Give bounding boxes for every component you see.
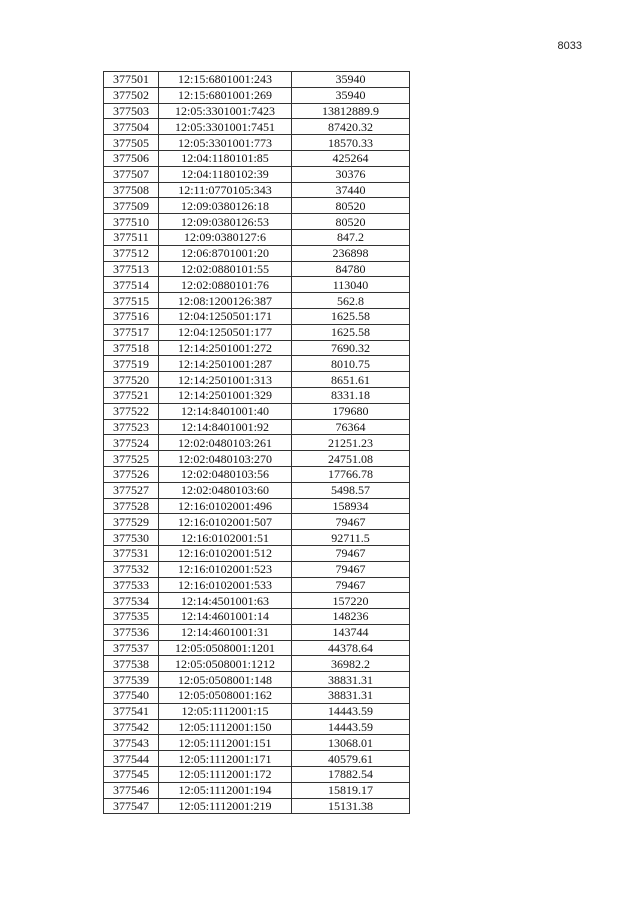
table-row: [104, 245, 410, 261]
table-row: [104, 403, 410, 419]
table-row: [104, 419, 410, 435]
value-cell: 17766.78: [292, 466, 410, 482]
row-id-cell: 377507: [104, 166, 159, 182]
cadastral-number-cell: 12:05:1112001:194: [159, 782, 292, 798]
value-cell: 84780: [292, 261, 410, 277]
cadastral-number-cell: 12:14:8401001:40: [159, 403, 292, 419]
table-row: [104, 198, 410, 214]
row-id-cell: 377511: [104, 229, 159, 245]
value-cell: 38831.31: [292, 688, 410, 704]
value-cell: 13068.01: [292, 735, 410, 751]
table-row: [104, 119, 410, 135]
cadastral-number-cell: 12:05:3301001:7451: [159, 119, 292, 135]
value-cell: 87420.32: [292, 119, 410, 135]
row-id-cell: 377510: [104, 214, 159, 230]
value-cell: 157220: [292, 593, 410, 609]
table-row: [104, 150, 410, 166]
row-id-cell: 377527: [104, 482, 159, 498]
cadastral-number-cell: 12:06:8701001:20: [159, 245, 292, 261]
cadastral-number-cell: 12:05:1112001:151: [159, 735, 292, 751]
row-id-cell: 377533: [104, 577, 159, 593]
value-cell: 44378.64: [292, 640, 410, 656]
cadastral-number-cell: 12:05:1112001:219: [159, 798, 292, 814]
row-id-cell: 377540: [104, 688, 159, 704]
value-cell: 35940: [292, 87, 410, 103]
cadastral-number-cell: 12:14:8401001:92: [159, 419, 292, 435]
table-row: [104, 277, 410, 293]
table-row: [104, 782, 410, 798]
row-id-cell: 377506: [104, 150, 159, 166]
cadastral-number-cell: 12:09:0380126:53: [159, 214, 292, 230]
table-row: [104, 103, 410, 119]
row-id-cell: 377518: [104, 340, 159, 356]
value-cell: 79467: [292, 561, 410, 577]
row-id-cell: 377532: [104, 561, 159, 577]
value-cell: 143744: [292, 624, 410, 640]
table-row: [104, 293, 410, 309]
cadastral-number-cell: 12:15:6801001:243: [159, 72, 292, 88]
value-cell: 425264: [292, 150, 410, 166]
value-cell: 14443.59: [292, 703, 410, 719]
table-row: [104, 688, 410, 704]
row-id-cell: 377521: [104, 387, 159, 403]
table-row: [104, 561, 410, 577]
value-cell: 13812889.9: [292, 103, 410, 119]
value-cell: 5498.57: [292, 482, 410, 498]
row-id-cell: 377513: [104, 261, 159, 277]
value-cell: 15819.17: [292, 782, 410, 798]
value-cell: 1625.58: [292, 308, 410, 324]
table-row: [104, 656, 410, 672]
table-row: [104, 135, 410, 151]
value-cell: 76364: [292, 419, 410, 435]
table-row: [104, 672, 410, 688]
cadastral-number-cell: 12:16:0102001:507: [159, 514, 292, 530]
value-cell: 36982.2: [292, 656, 410, 672]
cadastral-number-cell: 12:05:1112001:15: [159, 703, 292, 719]
row-id-cell: 377504: [104, 119, 159, 135]
cadastral-number-cell: 12:02:0880101:76: [159, 277, 292, 293]
table-row: [104, 466, 410, 482]
row-id-cell: 377535: [104, 609, 159, 625]
table-row: [104, 72, 410, 88]
table-body: [104, 72, 410, 814]
cadastral-number-cell: 12:14:2501001:287: [159, 356, 292, 372]
cadastral-number-cell: 12:04:1180101:85: [159, 150, 292, 166]
row-id-cell: 377502: [104, 87, 159, 103]
value-cell: 21251.23: [292, 435, 410, 451]
cadastral-number-cell: 12:05:0508001:162: [159, 688, 292, 704]
value-cell: 1625.58: [292, 324, 410, 340]
row-id-cell: 377512: [104, 245, 159, 261]
row-id-cell: 377542: [104, 719, 159, 735]
cadastral-number-cell: 12:05:3301001:773: [159, 135, 292, 151]
value-cell: 18570.33: [292, 135, 410, 151]
value-cell: 80520: [292, 198, 410, 214]
value-cell: 38831.31: [292, 672, 410, 688]
value-cell: 79467: [292, 514, 410, 530]
cadastral-number-cell: 12:09:0380127:6: [159, 229, 292, 245]
cadastral-number-cell: 12:02:0480103:56: [159, 466, 292, 482]
table-row: [104, 372, 410, 388]
value-cell: 79467: [292, 545, 410, 561]
value-cell: 562.8: [292, 293, 410, 309]
row-id-cell: 377544: [104, 751, 159, 767]
table-row: [104, 166, 410, 182]
table-row: [104, 703, 410, 719]
row-id-cell: 377505: [104, 135, 159, 151]
table-row: [104, 545, 410, 561]
cadastral-number-cell: 12:16:0102001:523: [159, 561, 292, 577]
table-row: [104, 214, 410, 230]
cadastral-number-cell: 12:16:0102001:51: [159, 530, 292, 546]
cadastral-number-cell: 12:05:0508001:148: [159, 672, 292, 688]
row-id-cell: 377546: [104, 782, 159, 798]
cadastral-number-cell: 12:09:0380126:18: [159, 198, 292, 214]
table-row: [104, 624, 410, 640]
value-cell: 14443.59: [292, 719, 410, 735]
cadastral-number-cell: 12:16:0102001:533: [159, 577, 292, 593]
row-id-cell: 377522: [104, 403, 159, 419]
value-cell: 92711.5: [292, 530, 410, 546]
row-id-cell: 377538: [104, 656, 159, 672]
cadastral-number-cell: 12:14:2501001:329: [159, 387, 292, 403]
cadastral-number-cell: 12:04:1250501:171: [159, 308, 292, 324]
row-id-cell: 377536: [104, 624, 159, 640]
row-id-cell: 377501: [104, 72, 159, 88]
row-id-cell: 377534: [104, 593, 159, 609]
table-row: [104, 640, 410, 656]
value-cell: 148236: [292, 609, 410, 625]
table-row: [104, 340, 410, 356]
cadastral-number-cell: 12:05:1112001:171: [159, 751, 292, 767]
row-id-cell: 377541: [104, 703, 159, 719]
row-id-cell: 377530: [104, 530, 159, 546]
table-row: [104, 798, 410, 814]
row-id-cell: 377516: [104, 308, 159, 324]
table-row: [104, 482, 410, 498]
row-id-cell: 377547: [104, 798, 159, 814]
cadastral-number-cell: 12:05:0508001:1212: [159, 656, 292, 672]
row-id-cell: 377509: [104, 198, 159, 214]
cadastral-number-cell: 12:05:0508001:1201: [159, 640, 292, 656]
row-id-cell: 377528: [104, 498, 159, 514]
table-row: [104, 609, 410, 625]
table-row: [104, 87, 410, 103]
row-id-cell: 377525: [104, 451, 159, 467]
cadastral-number-cell: 12:14:4601001:14: [159, 609, 292, 625]
cadastral-number-cell: 12:16:0102001:496: [159, 498, 292, 514]
cadastral-number-cell: 12:14:4601001:31: [159, 624, 292, 640]
row-id-cell: 377537: [104, 640, 159, 656]
cadastral-number-cell: 12:02:0880101:55: [159, 261, 292, 277]
table-row: [104, 577, 410, 593]
cadastral-number-cell: 12:14:2501001:272: [159, 340, 292, 356]
value-cell: 30376: [292, 166, 410, 182]
row-id-cell: 377503: [104, 103, 159, 119]
value-cell: 8010.75: [292, 356, 410, 372]
data-table: [103, 71, 410, 814]
cadastral-number-cell: 12:08:1200126:387: [159, 293, 292, 309]
cadastral-number-cell: 12:05:3301001:7423: [159, 103, 292, 119]
table-row: [104, 356, 410, 372]
value-cell: 79467: [292, 577, 410, 593]
cadastral-number-cell: 12:14:4501001:63: [159, 593, 292, 609]
page-number: 8033: [557, 40, 582, 52]
table-row: [104, 451, 410, 467]
row-id-cell: 377517: [104, 324, 159, 340]
table-row: [104, 735, 410, 751]
row-id-cell: 377543: [104, 735, 159, 751]
value-cell: 8651.61: [292, 372, 410, 388]
value-cell: 113040: [292, 277, 410, 293]
row-id-cell: 377520: [104, 372, 159, 388]
table-row: [104, 751, 410, 767]
value-cell: 37440: [292, 182, 410, 198]
value-cell: 158934: [292, 498, 410, 514]
row-id-cell: 377529: [104, 514, 159, 530]
value-cell: 24751.08: [292, 451, 410, 467]
row-id-cell: 377531: [104, 545, 159, 561]
cadastral-number-cell: 12:05:1112001:150: [159, 719, 292, 735]
row-id-cell: 377539: [104, 672, 159, 688]
row-id-cell: 377526: [104, 466, 159, 482]
value-cell: 40579.61: [292, 751, 410, 767]
table-row: [104, 308, 410, 324]
cadastral-number-cell: 12:02:0480103:270: [159, 451, 292, 467]
table-row: [104, 498, 410, 514]
value-cell: 236898: [292, 245, 410, 261]
cadastral-number-cell: 12:05:1112001:172: [159, 767, 292, 783]
table-row: [104, 387, 410, 403]
table-row: [104, 593, 410, 609]
table-row: [104, 229, 410, 245]
cadastral-number-cell: 12:11:0770105:343: [159, 182, 292, 198]
table-row: [104, 767, 410, 783]
cadastral-number-cell: 12:16:0102001:512: [159, 545, 292, 561]
row-id-cell: 377514: [104, 277, 159, 293]
table-row: [104, 182, 410, 198]
row-id-cell: 377545: [104, 767, 159, 783]
value-cell: 7690.32: [292, 340, 410, 356]
cadastral-number-cell: 12:04:1250501:177: [159, 324, 292, 340]
table-row: [104, 435, 410, 451]
value-cell: 847.2: [292, 229, 410, 245]
row-id-cell: 377519: [104, 356, 159, 372]
table-row: [104, 261, 410, 277]
table-row: [104, 530, 410, 546]
table-row: [104, 514, 410, 530]
value-cell: 15131.38: [292, 798, 410, 814]
value-cell: 8331.18: [292, 387, 410, 403]
value-cell: 17882.54: [292, 767, 410, 783]
row-id-cell: 377508: [104, 182, 159, 198]
cadastral-number-cell: 12:15:6801001:269: [159, 87, 292, 103]
cadastral-number-cell: 12:02:0480103:60: [159, 482, 292, 498]
row-id-cell: 377524: [104, 435, 159, 451]
table-row: [104, 719, 410, 735]
cadastral-number-cell: 12:04:1180102:39: [159, 166, 292, 182]
value-cell: 35940: [292, 72, 410, 88]
cadastral-number-cell: 12:02:0480103:261: [159, 435, 292, 451]
cadastral-number-cell: 12:14:2501001:313: [159, 372, 292, 388]
row-id-cell: 377523: [104, 419, 159, 435]
table-row: [104, 324, 410, 340]
value-cell: 179680: [292, 403, 410, 419]
row-id-cell: 377515: [104, 293, 159, 309]
value-cell: 80520: [292, 214, 410, 230]
